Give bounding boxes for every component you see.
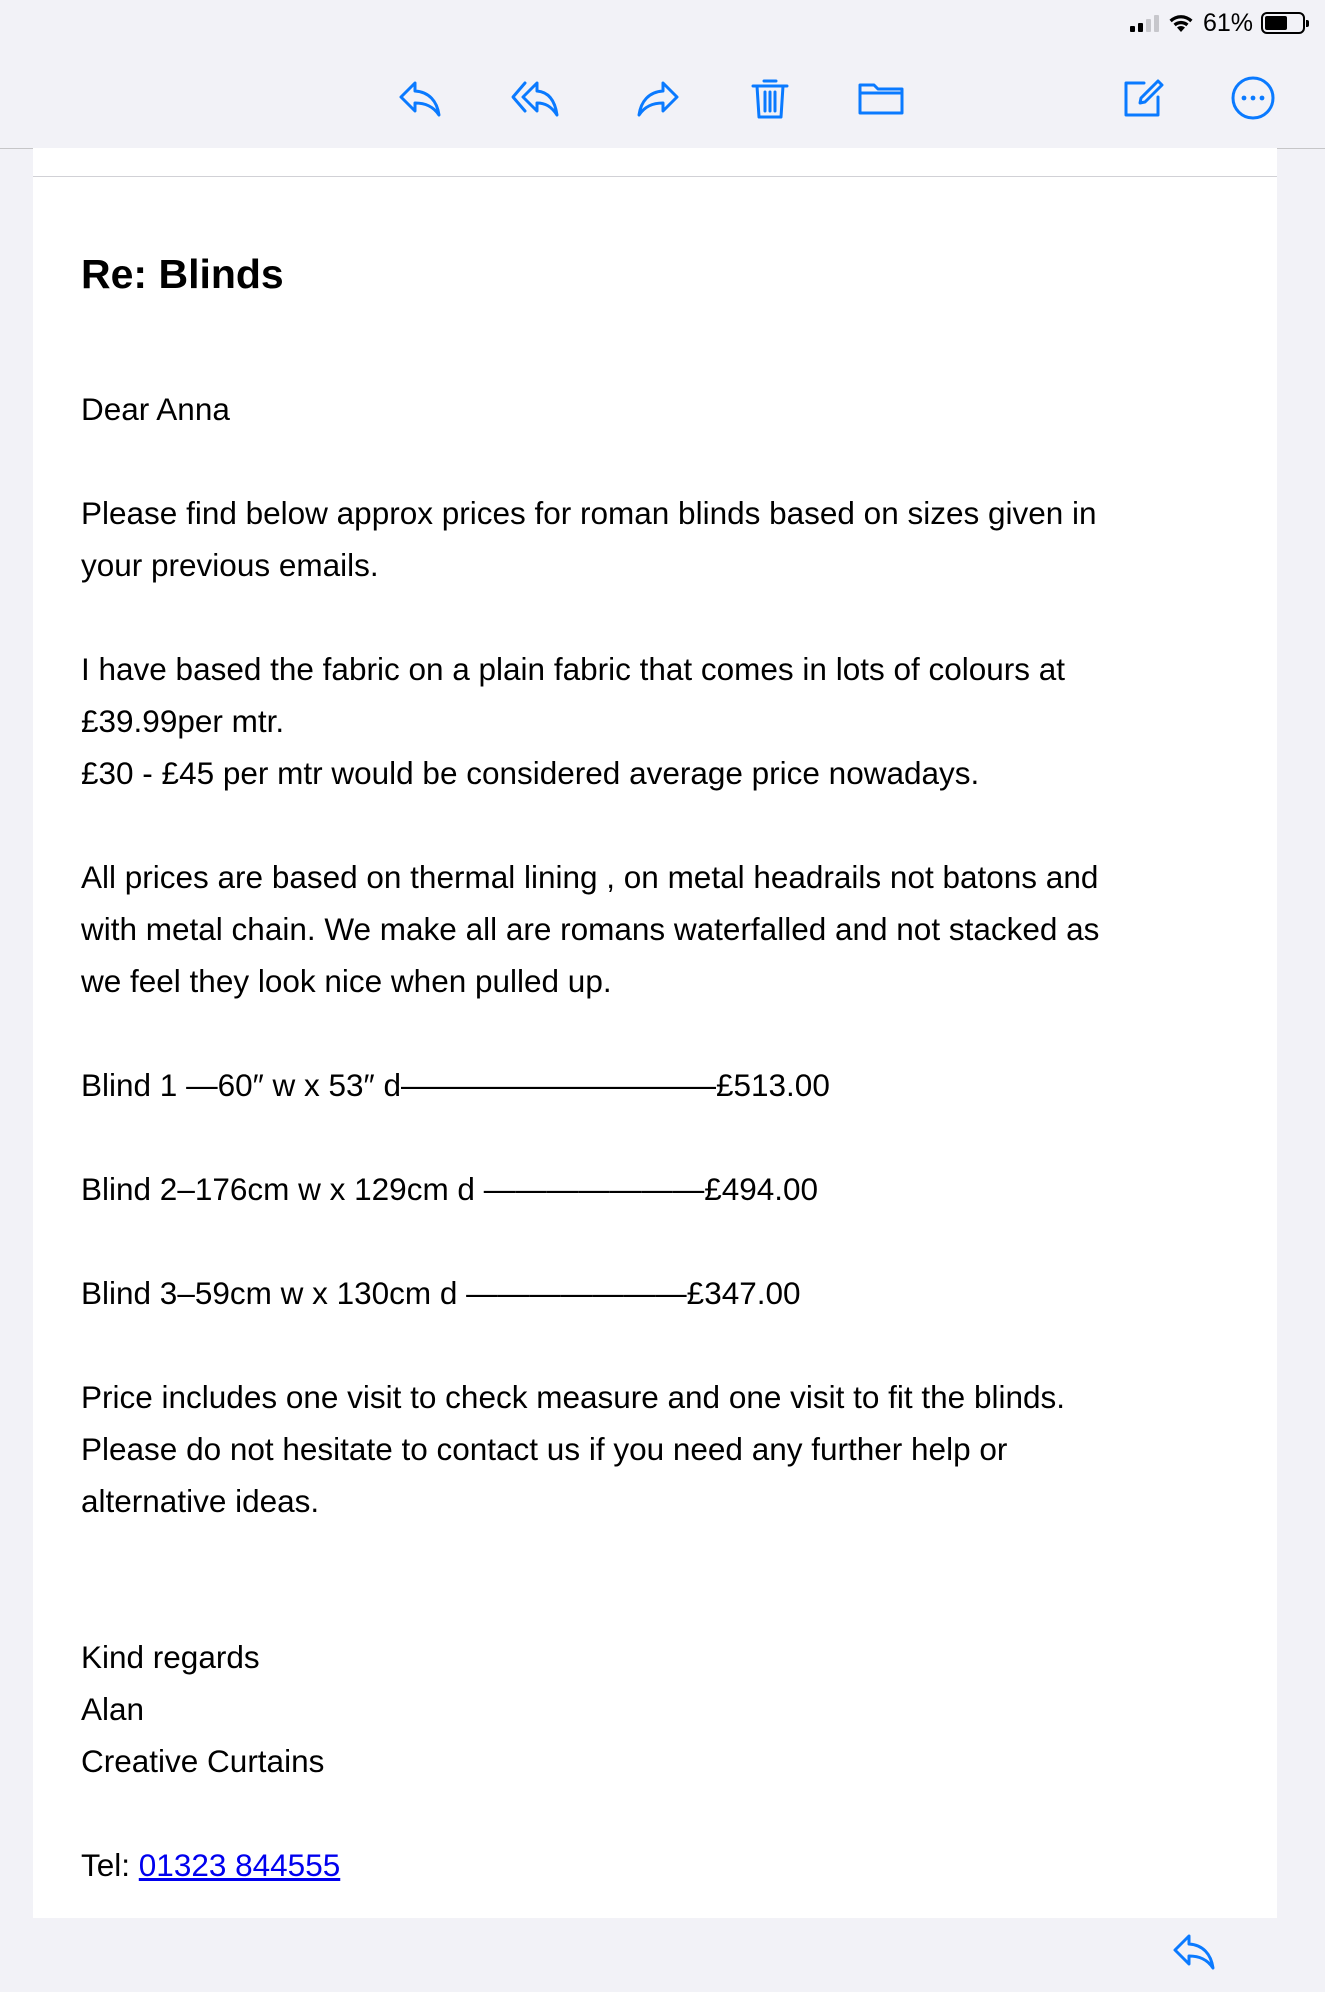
- paragraph-lining: [81, 851, 1221, 1007]
- telephone: [81, 1839, 1221, 1891]
- wifi-icon: [1167, 12, 1195, 34]
- tel-label: Tel:: [81, 1847, 139, 1883]
- paragraph-fabric: [81, 643, 1221, 799]
- battery-percent: 61%: [1202, 8, 1253, 37]
- reply-icon: [1169, 1926, 1219, 1976]
- move-to-folder-button[interactable]: [853, 72, 909, 124]
- cellular-signal-icon: [1130, 14, 1159, 32]
- blind-price-2: [81, 1163, 1221, 1215]
- price-line: Blind 1 —60″ w x 53″ d——————————£513.00: [81, 1067, 830, 1103]
- signoff-company: Creative Curtains: [81, 1743, 325, 1779]
- phone-link[interactable]: 01323 844555: [138, 1847, 341, 1883]
- status-indicators: [1130, 8, 1305, 38]
- text-line: £30 - £45 per mtr would be considered average price nowadays.: [81, 755, 980, 791]
- email-message-card: [33, 148, 1277, 1918]
- compose-icon: [1118, 73, 1168, 123]
- reply-button[interactable]: [392, 72, 448, 124]
- more-icon: [1228, 73, 1278, 123]
- email-body: [81, 248, 1221, 1943]
- email-subject: Re: Blinds: [81, 251, 284, 297]
- paragraph-intro: [81, 487, 1221, 591]
- bottom-reply-button[interactable]: [1169, 1926, 1225, 1978]
- price-line: Blind 2–176cm w x 129cm d ———————£494.00: [81, 1171, 819, 1207]
- text-line: Please do not hesitate to contact us if you need any further help or: [81, 1431, 1008, 1467]
- greeting: [81, 383, 1221, 435]
- text-line: Please find below approx prices for roman blinds based on sizes given in: [81, 495, 1097, 531]
- text-line: we feel they look nice when pulled up.: [81, 963, 612, 999]
- header-divider: [33, 176, 1277, 177]
- price-line: Blind 3–59cm w x 130cm d ———————£347.00: [81, 1275, 801, 1311]
- blind-price-3: [81, 1267, 1221, 1319]
- forward-button[interactable]: [630, 72, 686, 124]
- signoff: [81, 1631, 1221, 1787]
- folder-icon: [856, 73, 906, 123]
- email-toolbar: [0, 48, 1325, 149]
- reply-all-button[interactable]: [508, 72, 564, 124]
- text-line: Price includes one visit to check measure and one visit to fit the blinds.: [81, 1379, 1066, 1415]
- text-line: I have based the fabric on a plain fabric that comes in lots of colours at: [81, 651, 1066, 687]
- text-line: All prices are based on thermal lining , on metal headrails not batons and: [81, 859, 1099, 895]
- paragraph-visits: [81, 1371, 1221, 1527]
- compose-button[interactable]: [1115, 72, 1171, 124]
- trash-button[interactable]: [742, 72, 798, 124]
- trash-icon: [745, 73, 795, 123]
- text-line: with metal chain. We make all are romans waterfalled and not stacked as: [81, 911, 1100, 947]
- text-line: £39.99per mtr.: [81, 703, 285, 739]
- reply-icon: [395, 73, 445, 123]
- forward-icon: [633, 73, 683, 123]
- status-bar: [0, 0, 1325, 48]
- telephone-line: [81, 1839, 1221, 1891]
- battery-icon: [1261, 12, 1305, 34]
- text-line: alternative ideas.: [81, 1483, 320, 1519]
- greeting-text: Dear Anna: [81, 391, 230, 427]
- signoff-line: Kind regards: [81, 1639, 260, 1675]
- text-line: your previous emails.: [81, 547, 379, 583]
- more-button[interactable]: [1225, 72, 1281, 124]
- blind-price-1: [81, 1059, 1221, 1111]
- signoff-name: Alan: [81, 1691, 145, 1727]
- reply-all-icon: [511, 73, 561, 123]
